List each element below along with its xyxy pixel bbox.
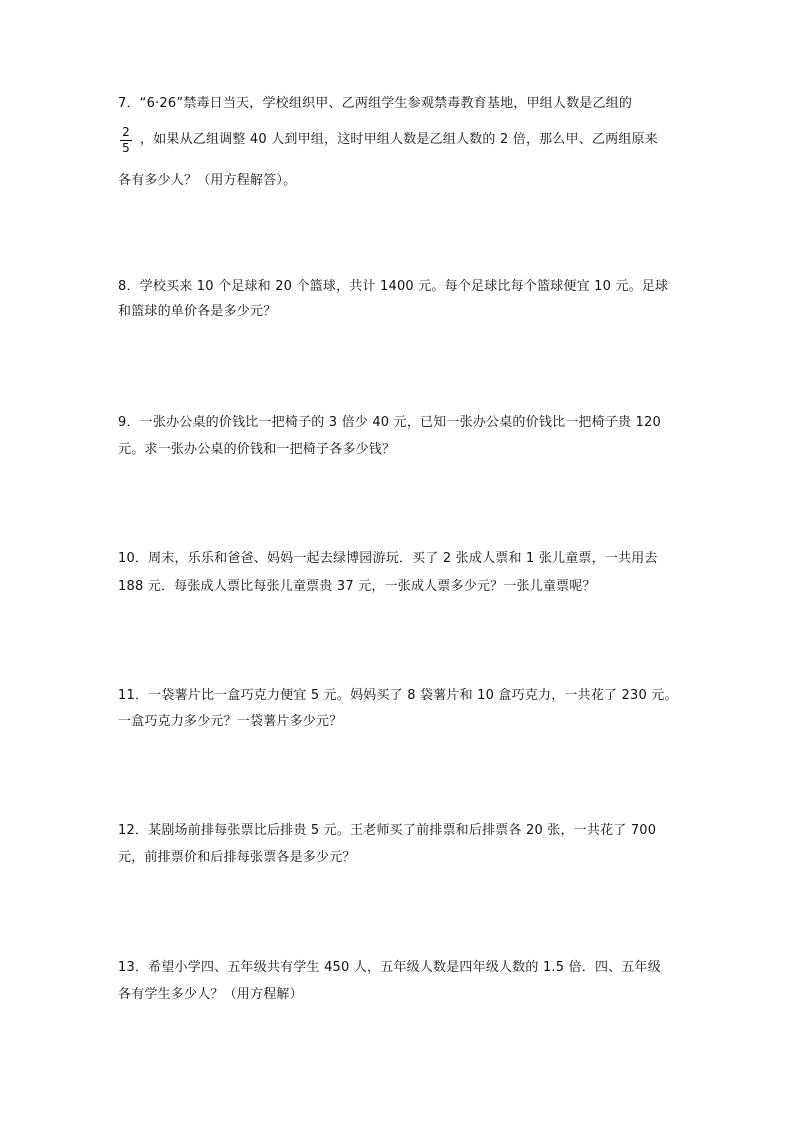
problem-12-line-1: 12．某剧场前排每张票比后排贵 5 元。王老师买了前排票和后排票各 20 张，一共花了 700 <box>118 823 657 838</box>
problem-10-line-2: 188 元．每张成人票比每张儿童票贵 37 元，一张成人票多少元？一张儿童票呢？ <box>118 579 596 594</box>
problem-7-line-3: 各有多少人？（用方程解答）。 <box>118 173 297 188</box>
problem-11-line-1: 11．一袋薯片比一盒巧克力便宜 5 元。妈妈买了 8 袋薯片和 10 盒巧克力，一共花了 230 元。 <box>118 688 678 703</box>
problem-10-line-1: 10．周末，乐乐和爸爸、妈妈一起去绿博园游玩．买了 2 张成人票和 1 张儿童票，一共用去 <box>118 551 658 566</box>
problem-7-line-1: 7．“6·26”禁毒日当天，学校组织甲、乙两组学生参观禁毒教育基地，甲组人数是乙组的 <box>118 96 633 111</box>
fraction-numerator: 2 <box>122 125 130 139</box>
problem-7-line-2: ，如果从乙组调整 40 人到甲组，这时甲组人数是乙组人数的 2 倍，那么甲、乙两组原来 <box>140 132 658 147</box>
fraction-two-fifths <box>119 126 133 155</box>
problem-12-line-2: 元，前排票价和后排每张票各是多少元？ <box>118 850 356 865</box>
problem-8-line-1: 8．学校买来 10 个足球和 20 个篮球，共计 1400 元。每个足球比每个篮球便宜 10 元。足球 <box>118 279 669 294</box>
problem-8-line-2: 和篮球的单价各是多少元？ <box>118 304 277 319</box>
problem-13-line-2: 各有学生多少人？（用方程解） <box>118 987 303 1002</box>
fraction-denominator: 5 <box>122 141 130 155</box>
problem-11-line-2: 一盒巧克力多少元？一袋薯片多少元？ <box>118 714 343 729</box>
problem-9-line-2: 元。求一张办公桌的价钱和一把椅子各多少钱？ <box>118 442 396 457</box>
problem-9-line-1: 9．一张办公桌的价钱比一把椅子的 3 倍少 40 元，已知一张办公桌的价钱比一把椅子贵 120 <box>118 415 661 430</box>
problem-13-line-1: 13．希望小学四、五年级共有学生 450 人，五年级人数是四年级人数的 1.5 倍．四、五年级 <box>118 960 661 975</box>
